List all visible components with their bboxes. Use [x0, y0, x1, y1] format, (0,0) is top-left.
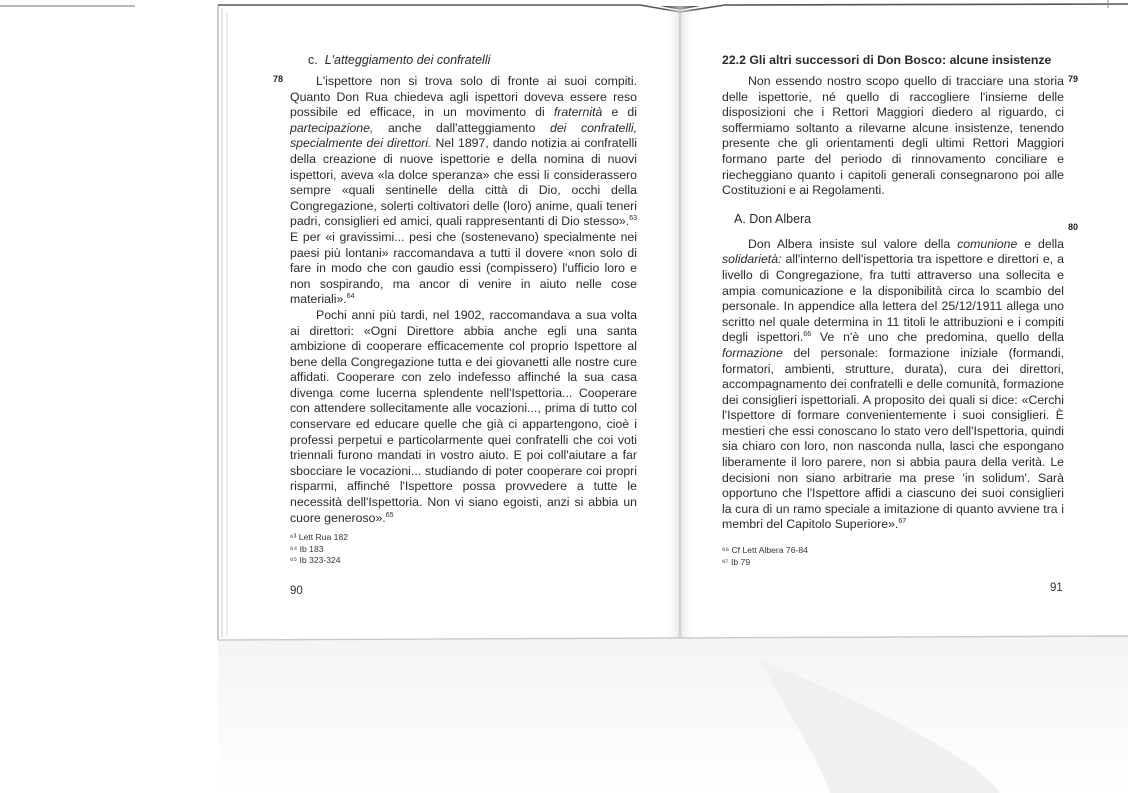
body-paragraph [290, 74, 637, 308]
text-run: e della [1017, 236, 1064, 251]
text-run: Pochi anni più tardi, nel 1902, raccomandava a sua volta ai direttori: «Ogni Direttore abbia anche egli una santa ambizione di cooperare efficacemente col proprio Ispettore al bene della Congregazione tutta e dei giovanetti alle nostre cure affidati. Cooperare con zelo indefesso affinché la sua casa divenga come lucerna splendente nell'Ispettoria... Cooperare con attendere sollecitamente alle vocazioni..., prima di tutto col conservare ed educare quelle che già ci appartengono, cioè i professi perpetui e particolarmente quei confratelli che coi voti triennali furono mandati in vostro aiuto. E poi coll'aiutare a far sbocciare le vocazioni... studiando di poter cooperare coi propri risparmi, affinché l'Ispettore possa provvedere a tutte le necessità dell'Ispettoria. Non vi siano egoisti, anzi si abbia un cuore generoso». [290, 307, 637, 525]
margin-number: 80 [1068, 222, 1079, 232]
footnote: ⁶⁷ Ib 79 [722, 556, 751, 567]
footnote: ⁶⁴ Ib 183 [290, 543, 324, 554]
footnote: ⁶⁵ Ib 323-324 [290, 555, 341, 565]
intro-paragraph [722, 74, 1064, 199]
page-number: 91 [1050, 582, 1063, 594]
text-run: del personale: formazione iniziale (formandi, formatori, ambienti, strutture, durata), cura dei direttori, accompagnamento dei confratelli e delle comunità, formazione dei consiglieri ispettoriali. A proposito dei quali si dice: «Cerchi l'Ispettore di formare convenientemente i suoi consiglieri. È mestieri che essi conoscano lo stato vero dell'Ispettoria, quindi sia chiaro con loro, non nasconda nulla, lasci che espongano liberamente il loro parere, non si abbia paura della verità. Le decisioni non siano arbitrarie ma prese 'in solidum'. Sarà opportuno che l'Ispettore affidi a ciascuno dei suoi consiglieri la cura di un ramo speciale a imitazione di quanto avviene tra i membri del Capitolo Superiore». [722, 345, 1064, 532]
text-run: e di [602, 105, 637, 120]
footnote: ⁶⁶ Cf Lett Albera 76-84 [722, 545, 808, 555]
italic-run: fraternità [553, 105, 603, 120]
footnotes-left [290, 532, 348, 567]
text-run: Ve n'è uno che predomina, quello della [811, 330, 1065, 345]
right-page [722, 52, 1064, 533]
section-title: L'atteggiamento dei confratelli [324, 53, 491, 67]
footnote-ref: 66 [803, 331, 812, 339]
italic-run: formazione [722, 345, 783, 360]
text-run: all'interno dell'ispettoria tra ispettore e direttori e, a livello di Congregazione, fra tutti attraverso una sollecita e ampia comunicazione e la disponibilità circa lo scambio del personale. In appendice alla lettera del 25/12/1911 allega uno scritto nel quale determina in 11 titoli le attribuzioni e i compiti degli ispettori. [722, 252, 1064, 345]
text-run: Non essendo nostro scopo quello di tracciare una storia delle ispettorie, né quello di raccogliere l'insieme delle disposizioni che i Rettori Maggiori diedero al riguardo, ci soffermiamo soltanto a rilevarne alcune insistenze, tenendo presente che gli orientamenti degli ultimi Rettori Maggiori formano parte del periodo di rinnovamento conciliare e riecheggiano quanto i capitoli generali consegnarono poi alle Costituzioni e ai Regolamenti. [722, 74, 1064, 198]
text-run: L'ispettore non si trova solo di fronte ai suoi compiti. Quanto Don Rua chiedeva agli ispettori doveva essere reso possibile ed efficace, in un movimento di [290, 74, 637, 120]
footnotes-right [722, 545, 808, 568]
footnote-ref: 63 [629, 215, 637, 223]
section-heading [308, 52, 637, 68]
margin-number: 79 [1068, 74, 1079, 84]
italic-run: partecipazione, [290, 120, 374, 135]
text-run: E per «i gravissimi... pesi che (sostenevano) specialmente nei paesi più lontani» raccomandava a tutti il dovere «non solo di fare in modo che con gaudio essi (compissero) l'ufficio loro e non sospirando, ma ancor di venire in aiuto nelle cose materiali». [290, 229, 637, 307]
italic-run: comunione [957, 236, 1018, 251]
subsection-title: A. Don Albera [734, 211, 812, 226]
footnote-ref: 67 [898, 518, 907, 526]
left-page [290, 52, 637, 526]
footnote: ⁶³ Lett Rua 182 [290, 532, 348, 542]
albera-paragraph [722, 237, 1064, 533]
italic-run: solidarietà: [722, 252, 782, 267]
italic-run: dei confratelli, specialmente dei direttori. [290, 120, 637, 151]
margin-number: 78 [273, 74, 284, 84]
page-number: 90 [290, 585, 303, 597]
section-letter: c. [308, 53, 318, 67]
footnote-ref: 64 [346, 293, 355, 301]
footnote-ref: 65 [385, 511, 394, 519]
text-run: anche dall'atteggiamento [373, 120, 550, 135]
body-paragraph [290, 308, 637, 526]
text-run: Nel 1897, dando notizia ai confratelli della creazione di nuove ispettorie e della nomina di nuovi ispettori, aveva «la dolce speranza» che essi li considerassero sempre «quali sentinelle della città di Dio, occhi della Congregazione, solerti coltivatori delle (loro) anime, quali teneri padri, consiglieri ed amici, quali rappresentanti di Dio stesso». [290, 136, 637, 229]
text-run: Don Albera insiste sul valore della [748, 236, 958, 251]
chapter-heading: 22.2 Gli altri successori di Don Bosco: alcune insistenze [722, 53, 1052, 67]
